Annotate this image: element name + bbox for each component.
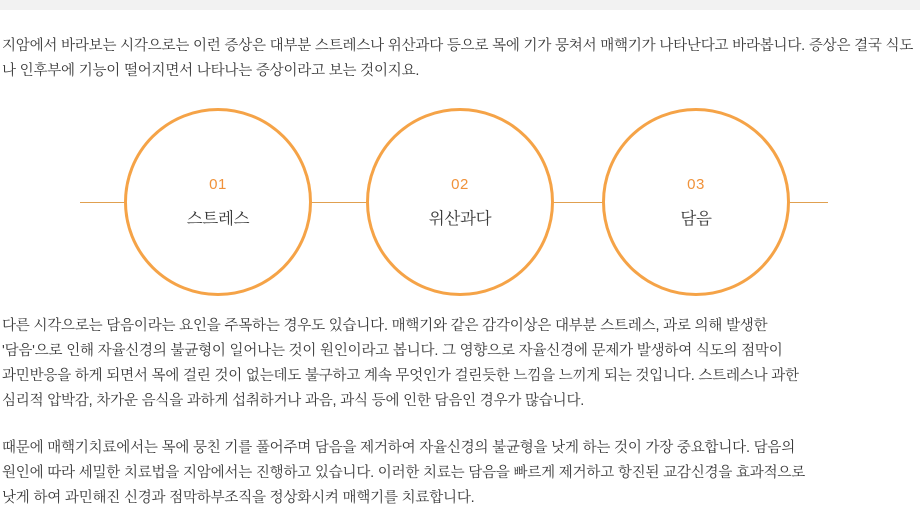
diagram-circle-3 (602, 108, 790, 296)
body-paragraph-1 (0, 314, 920, 414)
diagram-circle-3-number: 03 (687, 175, 705, 193)
diagram-circle-1-label: 스트레스 (186, 209, 250, 228)
diagram-circle-2-label: 위산과다 (428, 209, 492, 228)
diagram-circle-2-number: 02 (451, 175, 469, 193)
body-paragraph-2-line-2: 원인에 따라 세밀한 치료법을 지암에서는 진행하고 있습니다. 이러한 치료는 담음을 빠르게 제거하고 항진된 교감신경을 효과적으로 (2, 465, 806, 481)
intro-paragraph: 지암에서 바라보는 시각으로는 이런 증상은 대부분 스트레스나 위산과다 등으로 목에 기가 뭉쳐서 매핵기가 나타난다고 바라봅니다. 증상은 결국 식도나 인후부에 기능이 떨어지면서 나타나는 증상이라고 보는 것이지요. (2, 38, 914, 79)
body-paragraph-1-line-2: '담음'으로 인해 자율신경의 불균형이 일어나는 것이 원인이라고 봅니다. 그 영향으로 자율신경에 문제가 발생하여 식도의 점막이 (2, 343, 783, 359)
diagram-circle-1-number: 01 (209, 175, 227, 193)
body-paragraph-1-line-1: 다른 시각으로는 담음이라는 요인을 주목하는 경우도 있습니다. 매핵기와 같은 감각이상은 대부분 스트레스, 과로 의해 발생한 (2, 318, 768, 334)
article-content (0, 10, 920, 511)
diagram-circle-3-label: 담음 (680, 209, 712, 228)
body-paragraph-2-line-1: 때문에 매핵기치료에서는 목에 뭉친 기를 풀어주며 담음을 제거하여 자율신경의 불균형을 낫게 하는 것이 가장 중요합니다. 담음의 (2, 440, 796, 456)
diagram-circle-1 (124, 108, 312, 296)
diagram-circle-2 (366, 108, 554, 296)
top-divider-strip (0, 0, 920, 10)
body-paragraph-1-line-4: 심리적 압박감, 차가운 음식을 과하게 섭취하거나 과음, 과식 등에 인한 담음인 경우가 많습니다. (2, 393, 585, 409)
three-factor-diagram (0, 100, 920, 300)
body-paragraph-1-line-3: 과민반응을 하게 되면서 목에 걸린 것이 없는데도 불구하고 계속 무엇인가 걸린듯한 느낌을 느끼게 되는 것입니다. 스트레스나 과한 (2, 368, 799, 384)
body-paragraph-2-line-3: 낫게 하여 과민해진 신경과 점막하부조직을 정상화시켜 매핵기를 치료합니다. (2, 490, 475, 506)
body-paragraph-2 (0, 436, 920, 511)
